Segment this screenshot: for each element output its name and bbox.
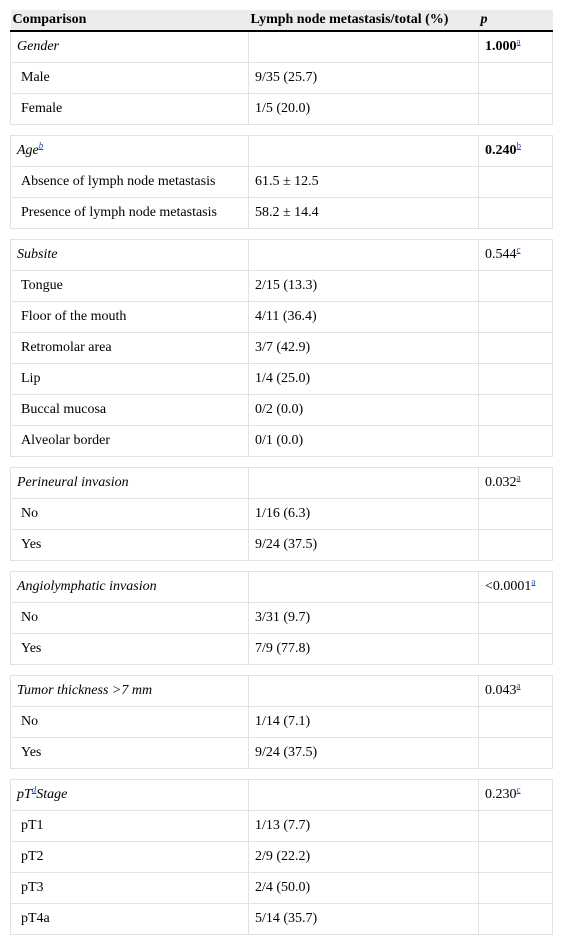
section-header-row <box>11 240 553 271</box>
table-row <box>11 707 553 738</box>
row-p-empty <box>479 707 553 738</box>
section-spacer <box>11 561 553 572</box>
row-value: 61.5 ± 12.5 <box>249 167 479 198</box>
header-comparison: Comparison <box>11 10 249 31</box>
row-label: No <box>11 707 249 738</box>
section-label <box>11 468 249 499</box>
row-p-empty <box>479 842 553 873</box>
row-p-empty <box>479 395 553 426</box>
section-label <box>11 240 249 271</box>
footnote-link[interactable]: a <box>516 680 521 691</box>
section-spacer <box>11 665 553 676</box>
section-label-suffix: Stage <box>36 787 68 802</box>
row-label: Tongue <box>11 271 249 302</box>
table-row <box>11 873 553 904</box>
footnote-link[interactable]: b <box>516 140 521 151</box>
row-p-empty <box>479 499 553 530</box>
section-label <box>11 31 249 63</box>
row-label: Female <box>11 94 249 125</box>
row-p-empty <box>479 634 553 665</box>
table-row <box>11 198 553 229</box>
table-body <box>11 31 553 935</box>
section-value-empty <box>249 136 479 167</box>
row-label: No <box>11 499 249 530</box>
row-value: 1/16 (6.3) <box>249 499 479 530</box>
section-p-value <box>479 240 553 271</box>
row-p-empty <box>479 738 553 769</box>
row-value: 2/9 (22.2) <box>249 842 479 873</box>
row-value: 1/13 (7.7) <box>249 811 479 842</box>
row-value: 4/11 (36.4) <box>249 302 479 333</box>
row-p-empty <box>479 426 553 457</box>
row-p-empty <box>479 811 553 842</box>
section-p-value <box>479 676 553 707</box>
row-p-empty <box>479 904 553 935</box>
table-row <box>11 530 553 561</box>
table-row <box>11 499 553 530</box>
results-table-container <box>10 10 552 935</box>
row-label: Yes <box>11 530 249 561</box>
header-metastasis: Lymph node metastasis/total (%) <box>249 10 479 31</box>
row-value: 2/4 (50.0) <box>249 873 479 904</box>
row-label: Alveolar border <box>11 426 249 457</box>
section-header-row <box>11 136 553 167</box>
section-header-row <box>11 31 553 63</box>
footnote-link[interactable]: a <box>516 36 521 47</box>
section-label <box>11 136 249 167</box>
section-label-text: Angiolymphatic invasion <box>17 579 157 594</box>
row-value: 1/14 (7.1) <box>249 707 479 738</box>
table-row <box>11 63 553 94</box>
row-value: 9/24 (37.5) <box>249 530 479 561</box>
section-p-value <box>479 136 553 167</box>
section-label-text: Perineural invasion <box>17 475 129 490</box>
row-value: 5/14 (35.7) <box>249 904 479 935</box>
section-spacer <box>11 229 553 240</box>
section-spacer <box>11 125 553 136</box>
row-label: pT1 <box>11 811 249 842</box>
table-row <box>11 364 553 395</box>
row-value: 0/2 (0.0) <box>249 395 479 426</box>
row-label: Lip <box>11 364 249 395</box>
row-value: 1/5 (20.0) <box>249 94 479 125</box>
row-p-empty <box>479 603 553 634</box>
row-p-empty <box>479 94 553 125</box>
section-label-text: Age <box>17 143 39 158</box>
section-value-empty <box>249 676 479 707</box>
row-p-empty <box>479 271 553 302</box>
row-value: 1/4 (25.0) <box>249 364 479 395</box>
section-value-empty <box>249 31 479 63</box>
row-value: 0/1 (0.0) <box>249 426 479 457</box>
table-row <box>11 395 553 426</box>
section-p-value <box>479 468 553 499</box>
row-p-empty <box>479 198 553 229</box>
p-value-text: 0.544 <box>485 247 517 262</box>
section-spacer <box>11 457 553 468</box>
row-label: pT3 <box>11 873 249 904</box>
section-header-row <box>11 780 553 811</box>
row-value: 3/31 (9.7) <box>249 603 479 634</box>
row-p-empty <box>479 302 553 333</box>
section-label-text: Tumor thickness >7 mm <box>17 683 153 698</box>
footnote-link[interactable]: b <box>38 140 44 151</box>
row-value: 9/35 (25.7) <box>249 63 479 94</box>
row-value: 7/9 (77.8) <box>249 634 479 665</box>
p-value-text: 0.230 <box>485 787 517 802</box>
table-row <box>11 842 553 873</box>
row-label: No <box>11 603 249 634</box>
lymph-node-metastasis-table <box>10 10 553 935</box>
row-value: 3/7 (42.9) <box>249 333 479 364</box>
section-value-empty <box>249 572 479 603</box>
p-value-text: 0.240 <box>485 143 517 158</box>
table-row <box>11 333 553 364</box>
section-label-text: Subsite <box>17 247 58 262</box>
table-row <box>11 271 553 302</box>
row-label: Retromolar area <box>11 333 249 364</box>
section-label-text: Gender <box>17 39 59 54</box>
row-label: pT4a <box>11 904 249 935</box>
section-label-text: pT <box>17 787 32 802</box>
footnote-link[interactable]: a <box>531 576 536 587</box>
table-row <box>11 94 553 125</box>
p-value-text: <0.0001 <box>485 579 532 594</box>
section-value-empty <box>249 780 479 811</box>
row-p-empty <box>479 333 553 364</box>
section-header-row <box>11 572 553 603</box>
section-header-row <box>11 468 553 499</box>
section-label <box>11 572 249 603</box>
row-label: Male <box>11 63 249 94</box>
row-p-empty <box>479 530 553 561</box>
footnote-link[interactable]: d <box>31 784 37 795</box>
section-header-row <box>11 676 553 707</box>
section-p-value <box>479 572 553 603</box>
row-value: 58.2 ± 14.4 <box>249 198 479 229</box>
row-value: 9/24 (37.5) <box>249 738 479 769</box>
row-label: pT2 <box>11 842 249 873</box>
footnote-link[interactable]: c <box>516 244 521 255</box>
p-value-text: 0.032 <box>485 475 517 490</box>
row-label: Buccal mucosa <box>11 395 249 426</box>
section-value-empty <box>249 240 479 271</box>
table-row <box>11 738 553 769</box>
row-p-empty <box>479 873 553 904</box>
section-p-value <box>479 31 553 63</box>
table-row <box>11 167 553 198</box>
section-label <box>11 780 249 811</box>
row-p-empty <box>479 364 553 395</box>
row-label: Presence of lymph node metastasis <box>11 198 249 229</box>
p-value-text: 1.000 <box>485 39 517 54</box>
row-label: Absence of lymph node metastasis <box>11 167 249 198</box>
table-row <box>11 426 553 457</box>
row-value: 2/15 (13.3) <box>249 271 479 302</box>
section-spacer <box>11 769 553 780</box>
footnote-link[interactable]: a <box>516 472 521 483</box>
section-label <box>11 676 249 707</box>
header-p-value: p <box>479 10 553 31</box>
section-p-value <box>479 780 553 811</box>
section-value-empty <box>249 468 479 499</box>
table-row <box>11 811 553 842</box>
table-row <box>11 634 553 665</box>
p-value-text: 0.043 <box>485 683 517 698</box>
table-row <box>11 302 553 333</box>
row-label: Floor of the mouth <box>11 302 249 333</box>
table-row <box>11 603 553 634</box>
table-header-row <box>11 10 553 31</box>
row-p-empty <box>479 63 553 94</box>
footnote-link[interactable]: c <box>516 784 521 795</box>
row-label: Yes <box>11 738 249 769</box>
row-p-empty <box>479 167 553 198</box>
row-label: Yes <box>11 634 249 665</box>
table-row <box>11 904 553 935</box>
